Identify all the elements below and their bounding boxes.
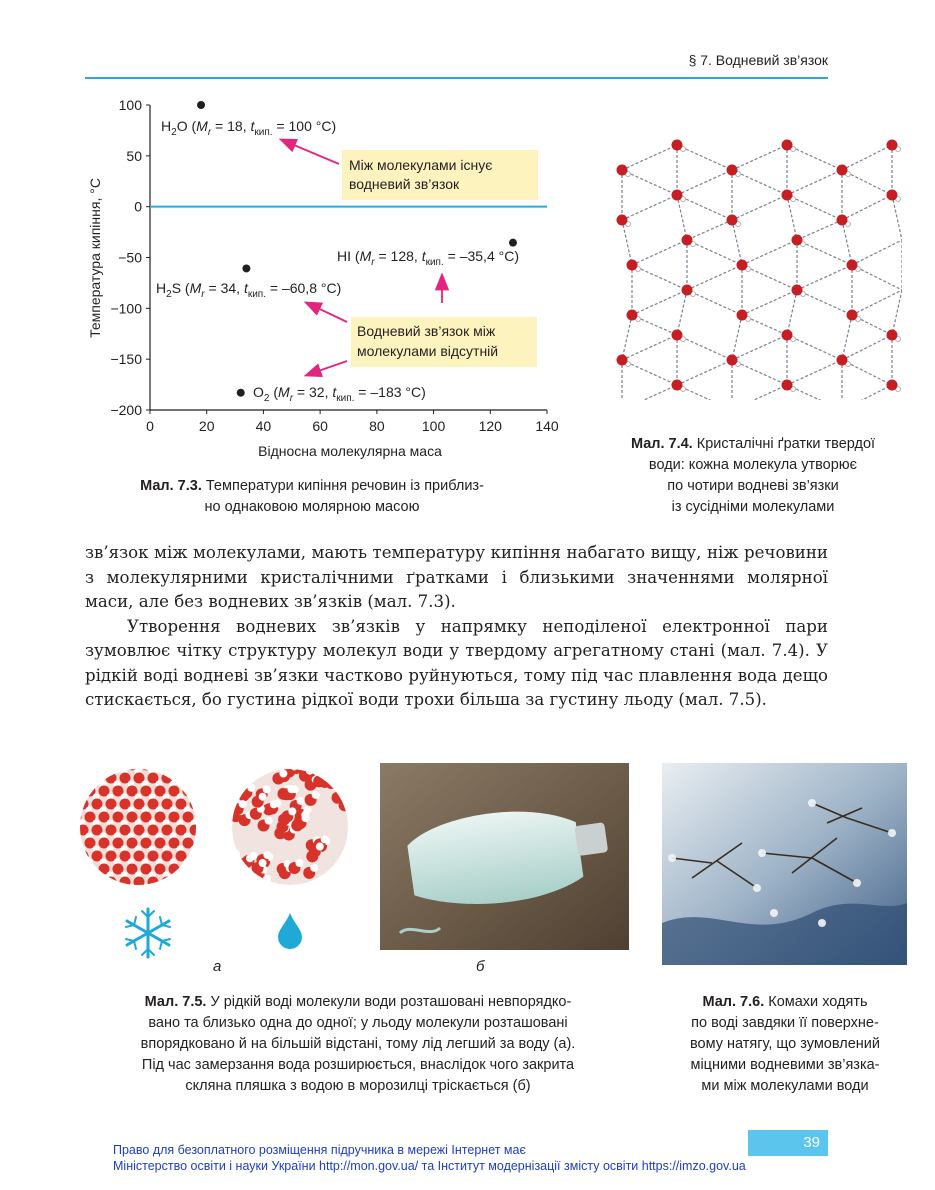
callout-hbond-exists-line1: Між молекулами існує [349,157,493,173]
oxygen-atom [782,190,793,201]
hydrogen-bond [622,385,677,400]
arrow-to-h2s [307,303,347,322]
arrow-to-h2o [282,140,339,164]
water-hydrogen [301,814,309,822]
hydrogen-bond [732,315,742,360]
ice-oxygen [204,773,215,784]
water-hydrogen [346,779,354,787]
water-hydrogen [279,770,287,778]
water-hydrogen [321,835,329,843]
ice-hydrogen [212,859,219,866]
water-oxygen [335,866,347,878]
data-point-h2s [242,264,250,272]
oxygen-atom [727,215,738,226]
ice-hydrogen [184,885,191,892]
running-header: § 7. Водневий зв’язок [688,52,828,68]
ice-hydrogen [198,859,205,866]
caption-fig-7-5: Мал. 7.5. У рідкій воді молекули води розташовані невпорядко- вано та близько одна до одної; у льоду молекули розташовані впорядковано й на більшій відстані, тому лід легший за воду (а). Під час замерзання вода розширюється, внаслідок чого закрита скляна пляшка з водою в морозилці тріскається (б) [140,994,576,1094]
x-tick-label: 80 [369,418,385,434]
oxygen-atom [782,140,793,151]
ice-hydrogen [212,885,219,892]
ice-hydrogen [163,768,170,775]
ice-oxygen [183,786,194,797]
ice-oxygen [134,877,145,888]
hydrogen-bond [677,170,732,195]
ice-oxygen [197,786,208,797]
ice-hydrogen [170,885,177,892]
ice-hydrogen [205,872,212,879]
body-text [85,541,828,713]
water-molecule-arrangement-figure [80,765,360,985]
ice-oxygen [176,773,187,784]
caption-label: Мал. 7.4. [630,436,693,452]
ice-hydrogen [184,781,191,788]
hydrogen-bond [842,335,892,360]
hydrogen-bond [892,290,902,335]
ice-oxygen [80,786,82,797]
water-hydrogen [310,864,318,872]
ice-hydrogen [177,872,184,879]
ice-oxygen [80,773,89,784]
water-oxygen [299,770,311,782]
oxygen-atom [887,380,898,391]
water-hydrogen [326,773,334,781]
hydrogen-bond [677,195,687,240]
ice-hydrogen [198,781,205,788]
water-hydrogen [342,863,350,871]
h2s-point-label: $H_2S$ ($M_r = 34$, $t_{кип.} = -60,8$ °С) [156,280,342,300]
water-hydrogen [239,800,247,808]
hydrogen-bond [622,335,677,360]
ice-hydrogen [205,820,212,827]
ice-hydrogen [80,794,86,801]
water-hydrogen [241,765,249,767]
ice-hydrogen [191,846,198,853]
ice-oxygen [197,864,208,875]
water-hydrogen [339,789,347,797]
ice-oxygen [85,864,96,875]
water-hydrogen [259,859,267,867]
hydrogen-bond [797,220,842,240]
ice-hydrogen [93,872,100,879]
water-hydrogen [334,876,342,884]
water-oxygen [244,765,256,771]
water-hydrogen [344,876,352,884]
liquid-water-molecule-circle [225,765,354,894]
water-oxygen [235,882,247,894]
water-hydrogen [306,767,314,775]
oxygen-atom [617,165,628,176]
ice-hydrogen [198,885,205,892]
ice-molecule-circle [80,765,219,892]
ice-hydrogen [184,859,191,866]
caption-label: Мал. 7.6. [702,994,765,1010]
hydrogen-bond [622,145,677,170]
water-oxygen [339,782,351,794]
water-hydrogen [259,793,267,801]
ice-hydrogen [156,885,163,892]
y-tick-label: 50 [126,147,142,164]
hydrogen-bond [742,290,797,315]
water-hydrogen [251,765,259,769]
hydrogen-bond [787,290,797,335]
o2-point-label: $O_2$ ($M_r = 32$, $t_{кип.} = -183$ °С) [253,384,426,404]
caption-label: Мал. 7.5. [144,994,207,1010]
hydrogen-bond [787,385,842,400]
water-hydrogen [287,785,295,793]
water-hydrogen [247,784,255,792]
oxygen-atom [672,380,683,391]
water-hydrogen [263,785,271,793]
ice-hydrogen [177,768,184,775]
y-tick-label: −50 [118,249,142,266]
water-oxygen [227,778,239,790]
oxygen-atom [837,165,848,176]
oxygen-atom [672,330,683,341]
hydrogen-bond [687,265,742,290]
ice-hydrogen [80,768,86,775]
hydrogen-bond [787,360,842,385]
ice-hydrogen [107,768,114,775]
header-rule [85,77,828,79]
oxygen-atom [672,140,683,151]
water-hydrogen [310,765,318,773]
caption-fig-7-3: Мал. 7.3. Температури кипіння речовин із приблиз- но однаковою молярною масою [140,478,484,515]
hydrogen-bond [632,240,687,265]
ice-oxygen [80,864,82,875]
water-hydrogen [288,807,296,815]
water-oxygen [225,853,237,865]
hydrogen-bond [842,385,892,400]
ice-oxygen [85,765,96,771]
oxygen-atom [617,355,628,366]
ice-oxygen [197,838,208,849]
ice-hydrogen [191,768,198,775]
oxygen-atom [682,235,693,246]
hydrogen-bond [732,220,742,265]
oxygen-atom [727,165,738,176]
x-tick-label: 140 [535,418,559,434]
ice-oxygen [92,877,103,888]
ice-oxygen [169,765,180,771]
water-hydrogen [232,850,240,858]
water-strider-photo [662,763,907,965]
hydrogen-bond [677,360,732,385]
water-hydrogen [251,878,259,886]
oxygen-atom [887,190,898,201]
ice-oxygen [190,851,201,862]
ice-oxygen [80,877,89,888]
water-hydrogen [263,851,271,859]
oxygen-atom [847,260,858,271]
water-oxygen [234,765,246,774]
water-hydrogen [242,879,250,887]
hydrogen-bond [732,195,787,220]
ice-oxygen [92,773,103,784]
water-oxygen [332,792,344,804]
ice-oxygen [190,877,201,888]
hydrogen-bond [787,195,797,240]
ice-hydrogen [93,768,100,775]
y-tick-labels [110,97,150,418]
water-hydrogen [240,865,248,873]
water-oxygen [245,765,257,777]
ice-oxygen [99,765,110,771]
ice-hydrogen [212,807,219,814]
water-hydrogen [316,843,324,851]
ice-hydrogen [205,794,212,801]
ice-hydrogen [198,807,205,814]
callout-hbond-exists-line2: водневий зв’язок [349,176,460,192]
hydrogen-bond [632,290,687,315]
ice-oxygen [155,765,166,771]
ice-oxygen [204,799,215,810]
hydrogen-bond [797,265,852,290]
water-hydrogen [252,765,260,770]
water-oxygen [233,868,245,880]
water-hydrogen [265,817,273,825]
ice-oxygen [162,877,173,888]
ice-hydrogen [198,833,205,840]
water-hydrogen [312,791,320,799]
oxygen-atom [727,355,738,366]
hydrogen-bond [787,170,842,195]
y-tick-label: −150 [110,351,142,368]
footer-license-line-2: Міністерство освіти і науки України http://mon.gov.ua/ та Інститут модернізації змісту освіти https://imzo.gov.ua [113,1159,746,1173]
oxygen-atom [682,285,693,296]
data-point-o2 [237,389,245,397]
hydrogen-bond [852,240,902,265]
ice-oxygen [204,877,215,888]
water-hydrogen [295,859,303,867]
ice-hydrogen [80,872,86,879]
hydrogen-bond [622,315,632,360]
ice-hydrogen [86,859,93,866]
oxygen-atom [837,215,848,226]
oxygen-atom [887,330,898,341]
ice-oxygen [176,877,187,888]
data-point-h2o [197,101,205,109]
ice-oxygen [183,765,194,771]
y-axis-title: Температура кипіння, °С [87,178,103,338]
caption-fig-7-6: Мал. 7.6. Комахи ходять по воді завдяки її поверхне- вому натягу, що зумовлений міцними водневими зв’язка- ми між молекулами води [690,994,880,1094]
hydrogen-bond [732,145,787,170]
ice-oxygen [80,765,82,771]
water-hydrogen [297,797,305,805]
paragraph-2: Утворення водневих зв’язків у напрямку неподіленої електронної пари зумовлює чітку структуру молекул води у твердому агрегатному стані (мал. 7.4). У рідкій воді водневі зв’язки частково руйнуються, тому під час плавлення вода дещо стискається, бо густина рідкої води трохи більша за густину льоду (мал. 7.5). [85,616,828,709]
arrow-to-o2 [307,361,347,375]
ice-oxygen [190,799,201,810]
water-oxygen [337,879,349,891]
ice-hydrogen [86,885,93,892]
ice-hydrogen [191,872,198,879]
ice-oxygen [106,877,117,888]
y-tick-label: −200 [110,402,142,418]
ice-hydrogen [114,885,121,892]
ice-crystal-lattice-illustration [602,100,902,400]
hydrogen-bond [852,290,902,315]
paragraph-1: зв’язок між молекулами, мають температуру кипіння набагато вищу, ніж речовини з молекулярними кристалічними ґратками і близькими значеннями молярної маси, але без водневих зв’язків (мал. 7.3). [85,543,828,611]
x-tick-label: 0 [146,418,154,434]
ice-hydrogen [142,885,149,892]
hi-point-label: HI ($M_r = 128$, $t_{кип.} = -35,4$ °С) [337,248,520,268]
oxygen-atom [847,310,858,321]
ice-hydrogen [212,781,219,788]
hydrogen-bond [622,220,632,265]
oxygen-atom [627,260,638,271]
x-tick-label: 20 [198,418,215,434]
oxygen-atom [617,215,628,226]
page-number: 39 [748,1130,828,1156]
oxygen-atom [792,235,803,246]
water-oxygen [244,881,256,893]
hydrogen-bond [842,220,852,265]
ice-hydrogen [205,846,212,853]
oxygen-atom [837,355,848,366]
ice-oxygen [169,864,180,875]
ice-oxygen [120,877,131,888]
hydrogen-bond [732,385,787,400]
boiling-point-chart [85,90,565,465]
hydrogen-bond [732,335,787,360]
ice-oxygen [204,825,215,836]
water-oxygen [319,776,331,788]
sub-label-b: б [476,958,485,975]
sub-label-a: а [213,958,222,975]
y-tick-label: 0 [134,198,142,215]
ice-oxygen [113,765,124,771]
water-hydrogen [270,800,278,808]
ice-oxygen [80,838,82,849]
water-oxygen [234,874,246,886]
water-hydrogen [241,871,249,879]
caption-fig-7-4: Мал. 7.4. Кристалічні ґратки твердої води: кожна молекула утворює по чотири водневі зв’язки із сусідніми молекулами [630,436,876,515]
oxygen-atom [782,330,793,341]
oxygen-atom [672,190,683,201]
x-tick-labels [146,410,559,434]
x-tick-label: 100 [421,418,446,434]
ice-oxygen [204,851,215,862]
callout-hbond-absent-line2: молекулами відсутній [357,343,499,359]
hydrogen-bond [687,220,732,240]
y-tick-label: 100 [118,97,142,113]
x-tick-label: 120 [478,418,502,434]
ice-hydrogen [86,781,93,788]
oxygen-atom [737,260,748,271]
hydrogen-bond [677,385,732,400]
ice-hydrogen [212,833,219,840]
hydrogen-bond [677,290,687,335]
ice-oxygen [148,877,159,888]
ice-oxygen [183,864,194,875]
water-hydrogen [263,875,271,883]
hydrogen-bond [892,195,902,240]
water-hydrogen [332,774,340,782]
oxygen-atom [627,310,638,321]
ice-hydrogen [128,885,135,892]
water-hydrogen [346,796,354,804]
oxygen-atom [737,310,748,321]
ice-oxygen [190,825,201,836]
water-hydrogen [234,775,242,783]
ice-oxygen [197,812,208,823]
oxygen-atom [782,380,793,391]
h2o-point-label: $H_2O$ ($M_r = 18$, $t_{кип.} = 100$ °С) [161,118,337,138]
x-tick-label: 40 [255,418,272,434]
footer-license-line-1: Право для безоплатного розміщення підручника в мережі Інтернет має [113,1143,526,1157]
hydrogen-bond [742,240,797,265]
data-point-hi [509,239,517,247]
frozen-bottle-photo [380,763,629,950]
water-hydrogen [246,854,254,862]
caption-label: Мал. 7.3. [140,478,202,494]
water-drop-icon [278,913,302,949]
water-oxygen [244,765,256,776]
ice-hydrogen [191,794,198,801]
hydrogen-bond [842,195,892,220]
ice-oxygen [190,773,201,784]
oxygen-atom [887,140,898,151]
snowflake-icon [126,909,170,957]
water-hydrogen [298,765,306,767]
y-tick-label: −100 [110,300,142,317]
ice-hydrogen [100,885,107,892]
ice-oxygen [197,765,208,771]
callout-hbond-absent-line1: Водневий зв’язок між [357,323,496,339]
x-axis-title: Відносна молекулярна маса [258,443,442,459]
hydrogen-bond [622,195,677,220]
x-tick-label: 60 [312,418,328,434]
lattice-bonds [622,145,902,400]
hydrogen-bond [842,145,892,170]
water-oxygen [327,879,339,891]
oxygen-atom [792,285,803,296]
ice-hydrogen [205,768,212,775]
hydrogen-bond [842,315,852,360]
